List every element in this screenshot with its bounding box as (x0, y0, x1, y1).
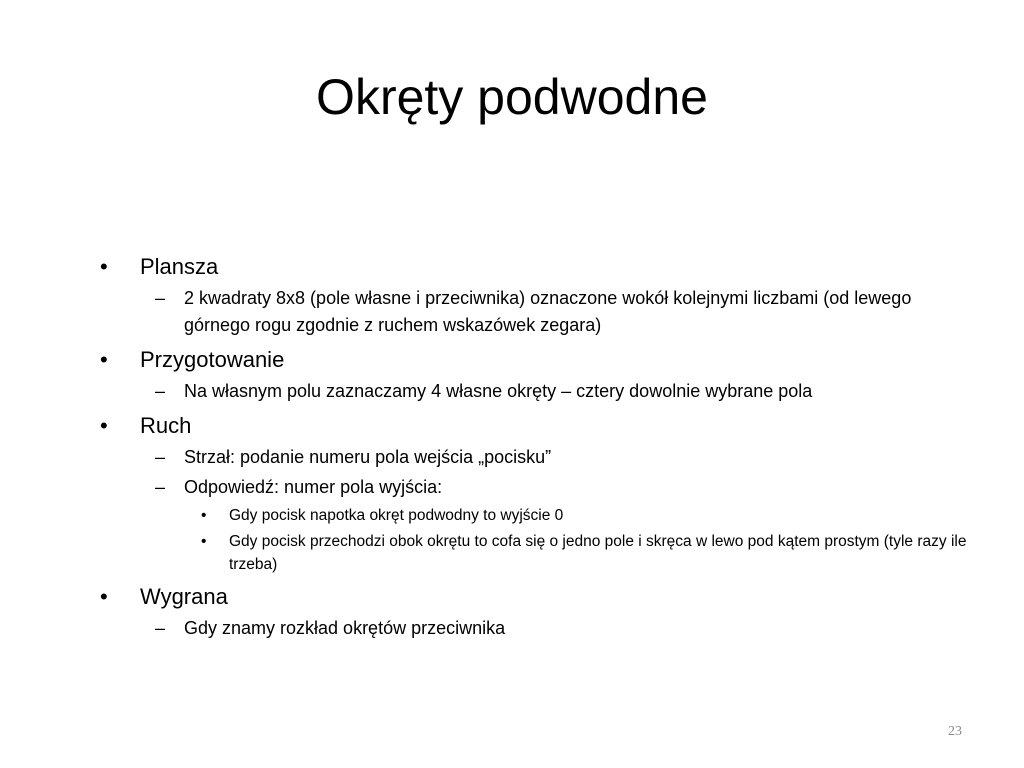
slide-title: Okręty podwodne (316, 69, 708, 125)
page-number: 23 (948, 724, 962, 739)
sub-bullet-ruch-1 (100, 444, 980, 471)
sub-bullet-wygrana-1 (100, 615, 980, 642)
bullet-label: Ruch (140, 413, 192, 438)
sub-bullet-text: Gdy znamy rozkład okrętów przeciwnika (184, 618, 506, 638)
bullet-marker: • (100, 413, 108, 438)
sub-bullet-text: Na własnym polu zaznaczamy 4 własne okręty – cztery dowolnie wybrane pola (184, 381, 813, 401)
bullet-przygotowanie (100, 345, 980, 375)
sub-sub-bullet-text: Gdy pocisk przechodzi obok okrętu to cofa się o jedno pole i skręca w lewo pod kątem prostym (tyle razy ile trzeba) (229, 533, 967, 573)
sub-sub-bullet-ruch-2 (100, 530, 980, 576)
sub-bullet-text: 2 kwadraty 8x8 (pole własne i przeciwnika) oznaczone wokół kolejnymi liczbami (od lewego górnego rogu zgodnie z ruchem wskazówek zegara) (184, 288, 912, 335)
small-bullet-marker: • (201, 533, 207, 550)
bullet-list (100, 252, 980, 642)
sub-sub-bullet-text: Gdy pocisk napotka okręt podwodny to wyjście 0 (229, 507, 564, 524)
sub-bullet-plansza-1 (100, 285, 980, 339)
bullet-wygrana (100, 582, 980, 612)
dash-marker: – (155, 618, 166, 638)
dash-marker: – (155, 288, 166, 308)
bullet-label: Plansza (140, 254, 219, 279)
sub-bullet-przygotowanie-1 (100, 378, 980, 405)
dash-marker: – (155, 447, 166, 467)
bullet-label: Przygotowanie (140, 347, 285, 372)
bullet-plansza (100, 252, 980, 282)
sub-bullet-text: Odpowiedź: numer pola wyjścia: (184, 477, 443, 497)
bullet-marker: • (100, 254, 108, 279)
small-bullet-marker: • (201, 507, 207, 524)
bullet-ruch (100, 411, 980, 441)
dash-marker: – (155, 477, 166, 497)
bullet-label: Wygrana (140, 584, 228, 609)
bullet-marker: • (100, 584, 108, 609)
sub-bullet-ruch-2 (100, 474, 980, 501)
dash-marker: – (155, 381, 166, 401)
sub-bullet-text: Strzał: podanie numeru pola wejścia „pocisku” (184, 447, 552, 467)
sub-sub-bullet-ruch-1 (100, 504, 980, 527)
bullet-marker: • (100, 347, 108, 372)
